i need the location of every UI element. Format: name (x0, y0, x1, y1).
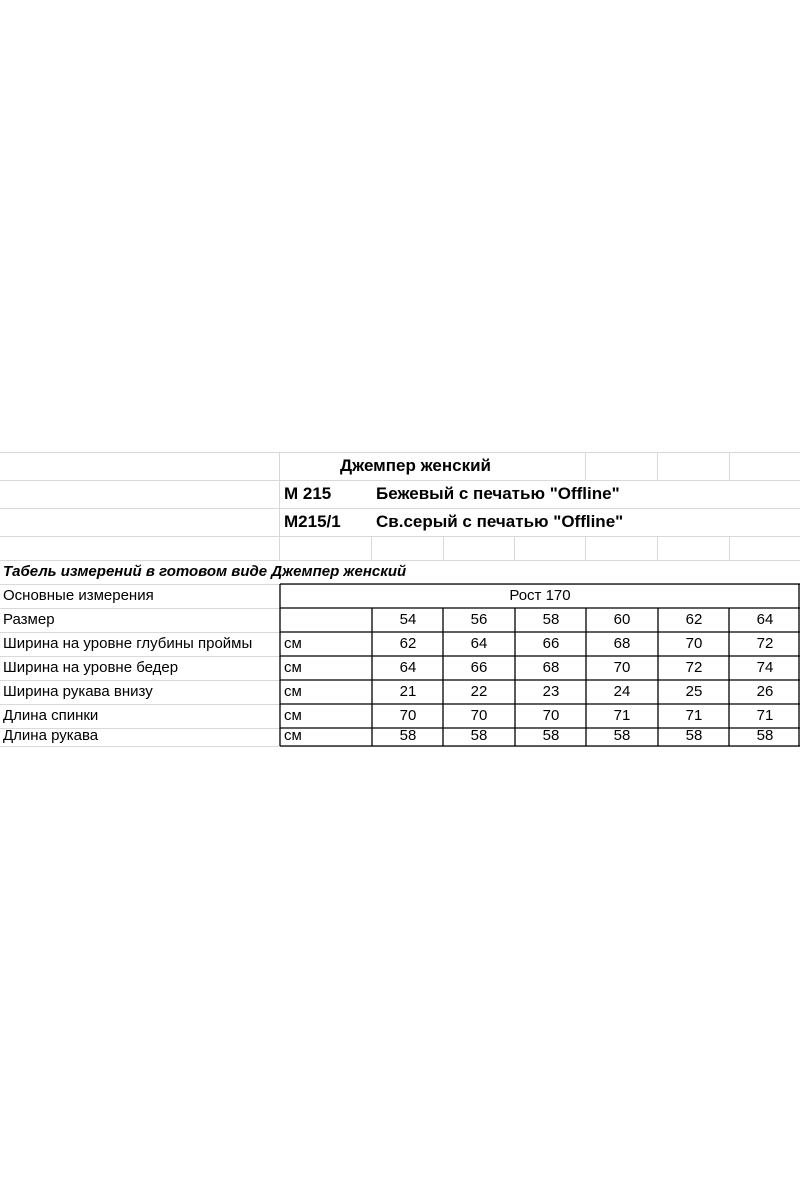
row-name: Длина спинки (3, 707, 99, 724)
row-unit: см (284, 635, 302, 652)
value-cell: 71 (613, 707, 631, 724)
value-cell: 24 (613, 683, 631, 700)
value-cell: 70 (685, 635, 703, 652)
size-cell: 56 (470, 611, 488, 628)
value-cell: 22 (470, 683, 488, 700)
height-label: Рост 170 (509, 587, 571, 604)
value-cell: 70 (542, 707, 560, 724)
value-cell: 58 (685, 727, 703, 744)
value-cell: 70 (399, 707, 417, 724)
size-cell: 58 (542, 611, 560, 628)
value-cell: 68 (542, 659, 560, 676)
row-name: Ширина рукава внизу (3, 683, 153, 700)
value-cell: 58 (542, 727, 560, 744)
size-label: Размер (3, 611, 55, 628)
value-cell: 71 (685, 707, 703, 724)
value-cell: 58 (470, 727, 488, 744)
value-cell: 70 (613, 659, 631, 676)
size-cell: 62 (685, 611, 703, 628)
value-cell: 68 (613, 635, 631, 652)
row-unit: см (284, 683, 302, 700)
value-cell: 66 (470, 659, 488, 676)
value-cell: 64 (399, 659, 417, 676)
value-cell: 23 (542, 683, 560, 700)
table-caption: Табель измерений в готовом виде Джемпер женский (3, 563, 407, 580)
value-cell: 25 (685, 683, 703, 700)
row-name: Ширина на уровне бедер (3, 659, 179, 676)
value-cell: 70 (470, 707, 488, 724)
row-unit: см (284, 707, 302, 724)
value-cell: 21 (399, 683, 417, 700)
model-desc-1: Бежевый с печатью "Offline" (376, 484, 620, 503)
row-unit: см (284, 727, 302, 744)
label-main-measurements: Основные измерения (3, 587, 154, 604)
row-name: Длина рукава (3, 727, 99, 744)
row-unit: см (284, 659, 302, 676)
size-cell: 60 (613, 611, 631, 628)
model-code-1: М 215 (284, 484, 332, 503)
value-cell: 64 (470, 635, 488, 652)
value-cell: 72 (685, 659, 703, 676)
row-name: Ширина на уровне глубины проймы (3, 635, 253, 652)
value-cell: 66 (542, 635, 560, 652)
product-title: Джемпер женский (340, 456, 491, 475)
model-desc-2: Св.серый с печатью "Offline" (376, 512, 624, 531)
value-cell: 74 (756, 659, 774, 676)
value-cell: 58 (399, 727, 417, 744)
value-cell: 62 (399, 635, 417, 652)
value-cell: 58 (756, 727, 774, 744)
size-cell: 64 (756, 611, 774, 628)
value-cell: 72 (756, 635, 774, 652)
value-cell: 71 (756, 707, 774, 724)
size-cell: 54 (399, 611, 417, 628)
value-cell: 26 (756, 683, 774, 700)
model-code-2: М215/1 (284, 512, 341, 531)
value-cell: 58 (613, 727, 631, 744)
